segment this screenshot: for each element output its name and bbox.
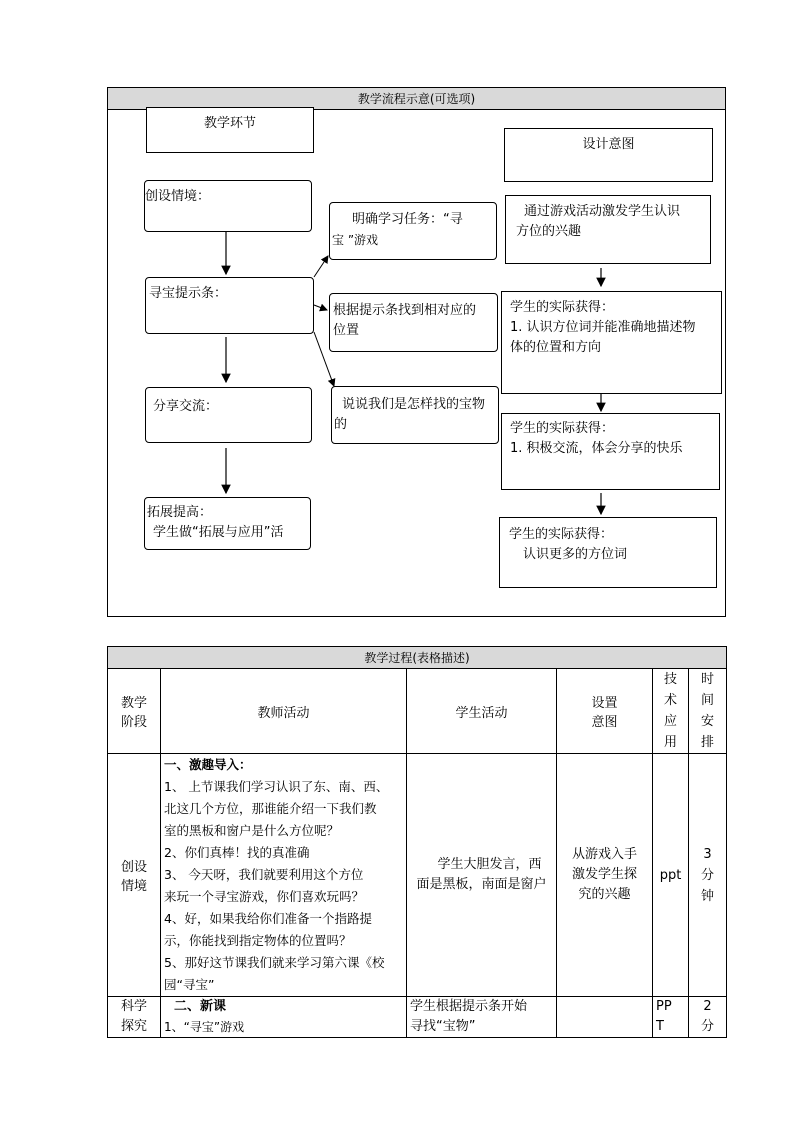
header-intent [557, 669, 653, 754]
gain-box-2 [501, 413, 720, 490]
row2-time-char: 2 [703, 999, 712, 1014]
row2-time-char: 分 [701, 1019, 715, 1034]
discuss-line-2: 的 [334, 417, 348, 432]
row1-teacher-line: 示，你能找到指定物体的位置吗？ [164, 933, 352, 948]
locate-box [329, 293, 498, 352]
row2-tech [653, 997, 689, 1038]
row1-teacher-heading: 一、激趣导入： [164, 757, 252, 772]
row1-teacher-line: 室的黑板和窗户是什么方位呢？ [164, 823, 340, 838]
row2-stage-line: 科学 [120, 999, 147, 1014]
row1-time-char: 钟 [701, 888, 715, 904]
row1-teacher-line: 园“寻宝” [164, 977, 215, 992]
step-treasure-hint [145, 277, 314, 334]
header-intent-line: 意图 [591, 715, 618, 730]
header-intent-line: 设置 [591, 696, 618, 711]
row1-intent-line: 从游戏入手 [571, 847, 637, 862]
row2-student-line: 寻找“宝物” [410, 1019, 476, 1034]
header-stage-line: 教学 [120, 696, 147, 711]
discuss-line-1: 说说我们是怎样找的宝物 [342, 397, 486, 412]
row1-teacher [161, 754, 407, 997]
row1-teacher-line: 4、好，如果我给你们准备一个指路提 [164, 911, 372, 926]
task-box [329, 202, 497, 260]
row1-teacher-line: 5、那好这节课我们就来学习第六课《校 [164, 955, 385, 970]
header-time-char: 时 [701, 672, 715, 687]
row1-teacher-line: 3、 今天呀，我们就要利用这个方位 [164, 867, 364, 882]
row1-time-char: 3 [703, 846, 712, 862]
header-tech-char: 应 [663, 714, 677, 729]
row1-stage [108, 754, 161, 997]
row1-stage-line: 创设 [120, 860, 147, 875]
row2-tech-line: T [656, 1019, 664, 1034]
step-extend [144, 497, 311, 550]
gain-3-title: 学生的实际获得： [509, 527, 614, 542]
row1-time [689, 754, 727, 997]
header-tech-char: 术 [663, 693, 677, 708]
header-tech [653, 669, 689, 754]
row2-student-line: 学生根据提示条开始 [410, 999, 528, 1014]
header-teacher: 教师活动 [161, 669, 407, 754]
intent-1-line-2: 方位的兴趣 [516, 224, 582, 239]
row1-teacher-line: 北这几个方位，那谁能介绍一下我们教 [164, 801, 377, 816]
row1-teacher-line: 来玩一个寻宝游戏，你们喜欢玩吗？ [164, 889, 365, 904]
header-time-char: 排 [701, 735, 715, 750]
header-time-char: 安 [701, 714, 715, 729]
step-extend-label: 拓展提高： [147, 505, 213, 520]
row1-tech: ppt [653, 754, 689, 997]
header-student: 学生活动 [407, 669, 557, 754]
row2-teacher-heading: 二、新课 [174, 999, 227, 1014]
gain-box-1 [501, 291, 722, 394]
gain-3-line-1: 认识更多的方位词 [523, 547, 628, 562]
gain-1-title: 学生的实际获得： [510, 300, 615, 315]
task-line-1: 明确学习任务：“寻 [352, 212, 463, 227]
step-create-situation [144, 180, 312, 232]
header-time [689, 669, 727, 754]
gain-2-line-1: 1. 积极交流，体会分享的快乐 [510, 441, 683, 456]
row2-stage [108, 997, 161, 1038]
header-time-char: 间 [701, 693, 715, 708]
left-header-label: 教学环节 [203, 116, 256, 131]
step-extend-detail: 学生做“拓展与应用”活 [153, 525, 284, 540]
header-tech-char: 技 [663, 672, 677, 687]
row2-teacher [161, 997, 407, 1038]
locate-line-1: 根据提示条找到相对应的 [333, 303, 477, 318]
header-row [108, 669, 727, 754]
row1-intent [557, 754, 653, 997]
table-row [108, 997, 727, 1038]
table-row [108, 754, 727, 997]
row1-teacher-line: 1、 上节课我们学习认识了东、南、西、 [164, 779, 389, 794]
left-header-box [146, 107, 314, 153]
row2-time [689, 997, 727, 1038]
row2-student [407, 997, 557, 1038]
row2-intent [557, 997, 653, 1038]
discuss-box [331, 386, 499, 444]
step-treasure-hint-label: 寻宝提示条： [149, 286, 228, 301]
row1-intent-line: 激发学生探 [571, 867, 637, 882]
gain-1-line-1: 1. 认识方位词并能准确地描述物 [510, 320, 696, 335]
gain-2-title: 学生的实际获得： [510, 421, 615, 436]
right-header-box [504, 128, 713, 182]
step-create-situation-label: 创设情境： [145, 189, 211, 204]
row1-stage-line: 情境 [120, 879, 147, 894]
process-table [107, 646, 727, 1038]
row1-teacher-line: 2、你们真棒！找的真准确 [164, 845, 310, 860]
row2-stage-line: 探究 [120, 1019, 147, 1034]
intent-box-1 [505, 195, 711, 264]
row1-student-line: 面是黑板，南面是窗户 [416, 877, 547, 892]
row1-time-char: 分 [701, 867, 715, 883]
header-tech-char: 用 [663, 735, 677, 750]
right-header-label: 设计意图 [582, 137, 635, 152]
gain-box-3 [499, 517, 717, 588]
row2-tech-line: PP [656, 999, 672, 1014]
flow-title: 教学流程示意(可选项) [108, 88, 725, 110]
row1-student [407, 754, 557, 997]
row1-intent-line: 究的兴趣 [578, 887, 631, 902]
step-share-label: 分享交流： [153, 399, 219, 414]
header-stage [108, 669, 161, 754]
task-line-2: 宝 ”游戏 [332, 233, 379, 247]
row1-student-line: 学生大胆发言，西 [437, 857, 542, 872]
header-stage-line: 阶段 [120, 715, 147, 730]
intent-1-line-1: 通过游戏活动激发学生认识 [524, 204, 681, 219]
step-share [145, 387, 312, 443]
locate-line-2: 位置 [333, 323, 360, 338]
gain-1-line-2: 体的位置和方向 [510, 340, 602, 355]
process-title: 教学过程(表格描述) [108, 647, 727, 669]
row2-teacher-line: 1、“寻宝”游戏 [164, 1020, 245, 1034]
